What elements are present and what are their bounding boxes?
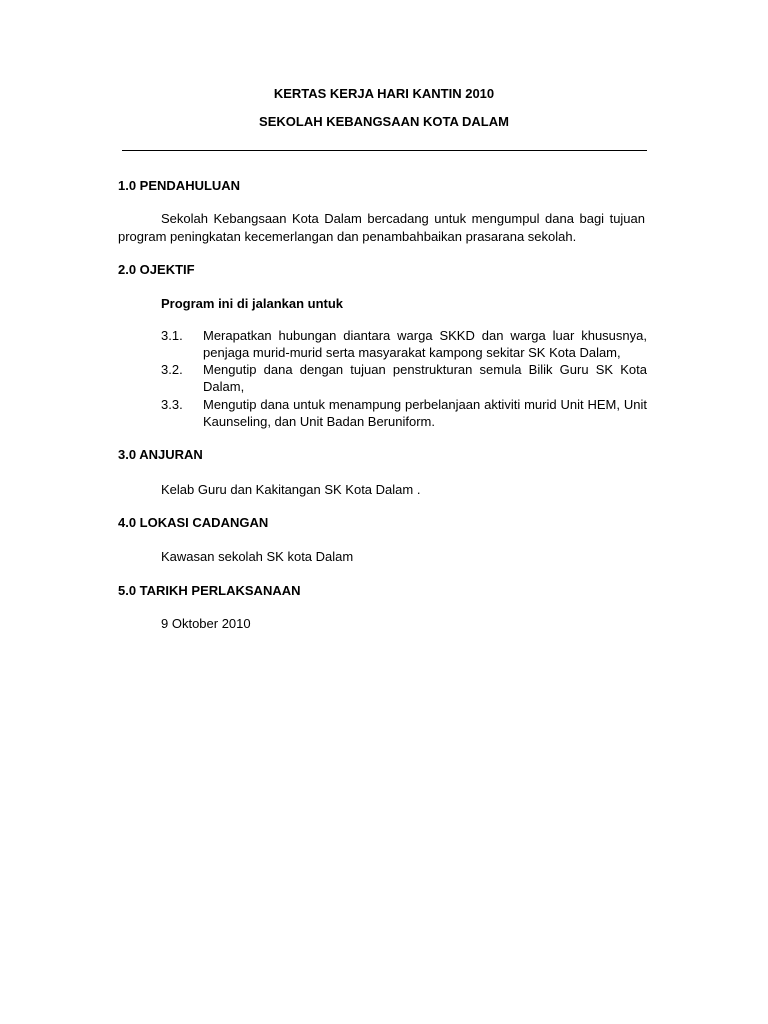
list-item-number: 3.3.: [161, 397, 183, 412]
list-item-text: Mengutip dana dengan tujuan penstrukturan semula Bilik Guru SK Kota Dalam,: [203, 362, 647, 394]
list-item-text: Mengutip dana untuk menampung perbelanjaan aktiviti murid Unit HEM, Unit Kaunseling, dan Unit Badan Beruniform.: [203, 397, 647, 429]
list-item: [161, 328, 647, 361]
section-1-heading: 1.0 PENDAHULUAN: [118, 178, 241, 193]
section-2-intro: Program ini di jalankan untuk: [161, 296, 344, 311]
section-1-paragraph: Sekolah Kebangsaan Kota Dalam bercadang untuk mengumpul dana bagi tujuan program peningkatan kecemerlangan dan penambahbaikan prasarana sekolah.: [118, 211, 645, 244]
document-subtitle: SEKOLAH KEBANGSAAN KOTA DALAM: [259, 114, 509, 129]
section-3-heading: 3.0 ANJURAN: [118, 447, 203, 462]
section-5-heading: 5.0 TARIKH PERLAKSANAAN: [118, 583, 301, 598]
section-5-text: 9 Oktober 2010: [161, 616, 251, 631]
document-title: KERTAS KERJA HARI KANTIN 2010: [273, 86, 495, 101]
list-item: [161, 397, 647, 430]
section-3-text: Kelab Guru dan Kakitangan SK Kota Dalam .: [161, 482, 421, 497]
section-4-text: Kawasan sekolah SK kota Dalam: [161, 549, 354, 564]
title-divider: [122, 150, 647, 151]
list-item-number: 3.2.: [161, 362, 183, 377]
list-item-number: 3.1.: [161, 328, 183, 343]
section-4-heading: 4.0 LOKASI CADANGAN: [118, 515, 269, 530]
section-2-heading: 2.0 OJEKTIF: [118, 262, 195, 277]
list-item: [161, 362, 647, 395]
list-item-text: Merapatkan hubungan diantara warga SKKD dan warga luar khususnya, penjaga murid-murid serta masyarakat kampong sekitar SK Kota Dalam,: [203, 328, 647, 360]
